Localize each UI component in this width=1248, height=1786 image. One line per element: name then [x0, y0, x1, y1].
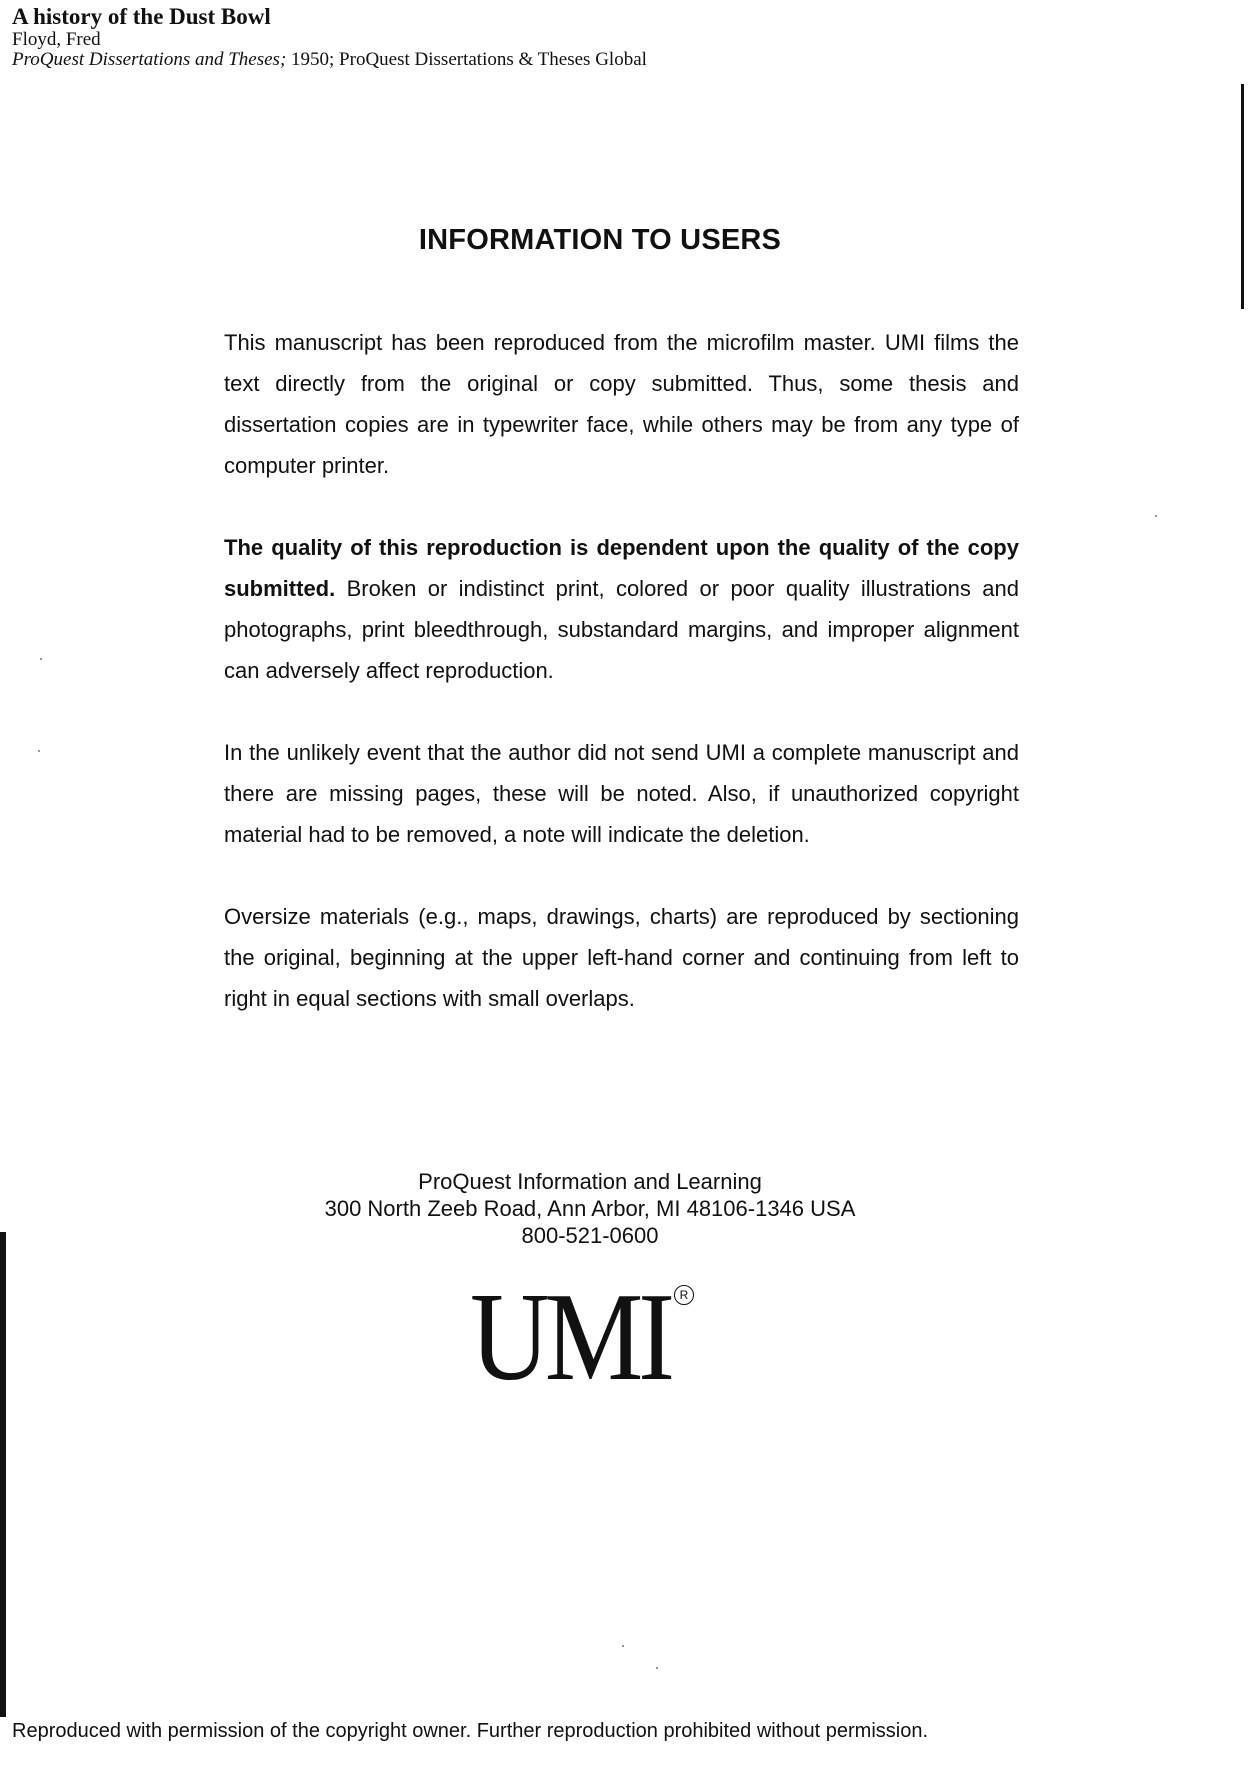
publisher-phone: 800-521-0600: [521, 1223, 659, 1248]
notice-paragraph-4: Oversize materials (e.g., maps, drawings, charts) are reproduced by sectioning the original, beginning at the upper left-hand corner and continuing from left to right in equal sections with small overlaps.: [224, 904, 1019, 1011]
scan-edge-mark-left: [0, 1232, 6, 1717]
quality-details: Broken or indistinct print, colored or poor quality illustrations and photographs, print bleedthrough, substandard margins, and improper alignment can adversely affect reproduction.: [224, 576, 1019, 683]
notice-heading: INFORMATION TO USERS: [418, 224, 782, 256]
copyright-footer: Reproduced with permission of the copyright owner. Further reproduction prohibited without permission.: [12, 1720, 929, 1742]
scan-speck: [622, 1645, 624, 1647]
umi-logo: UMI: [470, 1268, 670, 1407]
document-header: [12, 4, 647, 70]
publisher-name: ProQuest Information and Learning: [418, 1169, 762, 1194]
quality-statement: The quality of this reproduction is dependent upon the quality of the copy submitted.: [224, 535, 1019, 601]
publisher-address-block: [190, 1168, 990, 1249]
scan-speck: [38, 750, 40, 752]
document-author: Floyd, Fred: [12, 29, 101, 50]
scan-edge-mark-right: [1241, 84, 1244, 309]
registered-trademark-icon: R: [674, 1285, 694, 1305]
notice-paragraph-2: [224, 527, 1019, 691]
notice-paragraph-3: In the unlikely event that the author did not send UMI a complete manuscript and there are missing pages, these will be noted. Also, if unauthorized copyright material had to be removed, a note will indicate the deletion.: [224, 740, 1019, 847]
notice-paragraph-1: This manuscript has been reproduced from the microfilm master. UMI films the text directly from the original or copy submitted. Thus, some thesis and dissertation copies are in typewriter face, while others may be from any type of computer printer.: [224, 330, 1019, 478]
scan-speck: [40, 658, 42, 660]
document-title: A history of the Dust Bowl: [12, 4, 271, 29]
source-details: 1950; ProQuest Dissertations & Theses Global: [286, 49, 647, 70]
source-publication: ProQuest Dissertations and Theses;: [12, 49, 287, 70]
publisher-address: 300 North Zeeb Road, Ann Arbor, MI 48106-1346 USA: [324, 1196, 856, 1221]
document-source: [12, 50, 647, 70]
notice-body: [224, 322, 1019, 1060]
scan-speck: [1155, 515, 1157, 517]
scan-speck: [656, 1667, 658, 1669]
